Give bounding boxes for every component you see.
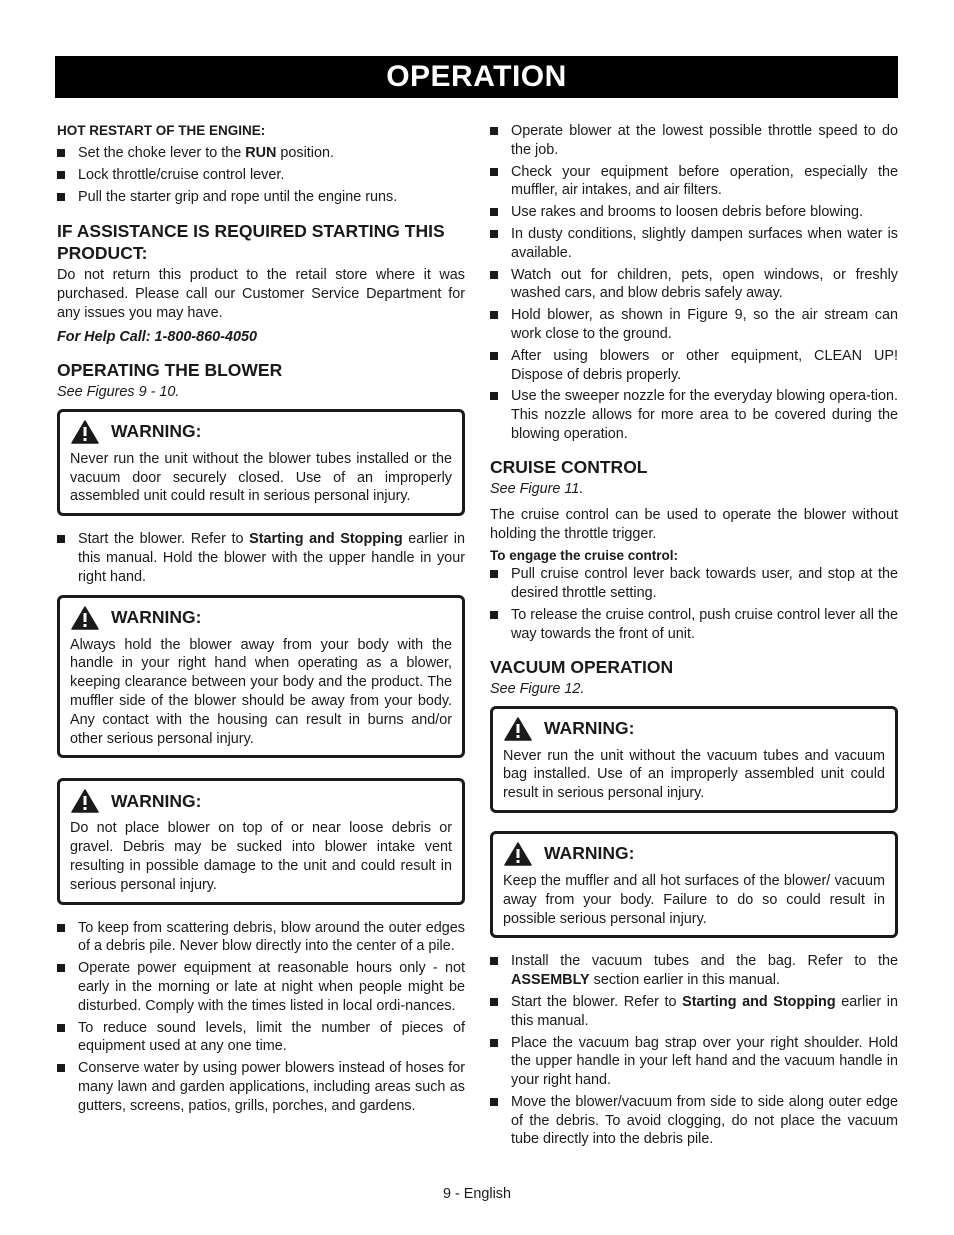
right-column (490, 122, 898, 1152)
list-item: Start the blower. Refer to Starting and Stopping earlier in this manual. Hold the blower with the upper handle in your right hand. (57, 530, 465, 586)
help-phone: For Help Call: 1-800-860-4050 (57, 328, 257, 345)
blower-tips-list (490, 122, 898, 444)
bullet-square-icon (57, 924, 65, 932)
list-item: Place the vacuum bag strap over your right shoulder. Hold the upper handle in your left hand and the vacuum handle in your right hand. (490, 1034, 898, 1090)
list-item: In dusty conditions, slightly dampen surfaces when water is available. (490, 225, 898, 263)
bullet-square-icon (57, 535, 65, 543)
warning-text: Do not place blower on top of or near loose debris or gravel. Debris may be sucked into blower intake vent resulting in possible damage to the unit and could result in serious personal injury. (70, 820, 452, 893)
bullet-square-icon (490, 570, 498, 578)
list-item: Start the blower. Refer to Starting and Stopping earlier in this manual. (490, 993, 898, 1031)
bullet-square-icon (490, 208, 498, 216)
warning-text: Never run the unit without the blower tubes installed or the vacuum door securely closed. Use of an improperly assembled unit could result in serious personal injury. (70, 450, 452, 505)
assistance-heading: IF ASSISTANCE IS REQUIRED STARTING THIS PRODUCT: (57, 221, 445, 264)
bullet-square-icon (490, 1039, 498, 1047)
bullet-square-icon (490, 311, 498, 319)
bullet-square-icon (57, 193, 65, 201)
list-item: Install the vacuum tubes and the bag. Refer to the ASSEMBLY section earlier in this manual. (490, 952, 898, 990)
bullet-square-icon (490, 998, 498, 1006)
list-item: Use the sweeper nozzle for the everyday blowing opera-tion. This nozzle allows for more area to be covered during the blowing operation. (490, 387, 898, 443)
warning-text: Never run the unit without the vacuum tubes and vacuum bag installed. Use of an improperly assembled unit could result in serious personal injury. (503, 747, 885, 802)
page-footer: 9 - English (443, 1186, 511, 1202)
warning-box (490, 831, 898, 938)
list-item: Operate blower at the lowest possible throttle speed to do the job. (490, 122, 898, 160)
bullet-square-icon (490, 168, 498, 176)
assistance-body: Do not return this product to the retail store where it was purchased. Please call our Customer Service Department for any issues you may have. (57, 267, 465, 321)
warning-title: WARNING: (111, 790, 202, 811)
list-item: Set the choke lever to the RUN position. (57, 144, 465, 163)
page-title: OPERATION (386, 60, 567, 93)
warning-triangle-icon (504, 717, 532, 741)
hot-restart-heading: HOT RESTART OF THE ENGINE: (57, 123, 266, 138)
warning-box (57, 778, 465, 904)
bullet-square-icon (490, 957, 498, 965)
warning-triangle-icon (71, 420, 99, 444)
cruise-subheading: To engage the cruise control: (490, 548, 679, 564)
bullet-square-icon (490, 352, 498, 360)
warning-triangle-icon (71, 789, 99, 813)
warning-text: Always hold the blower away from your body with the handle in your right hand when operating as a blower, keeping clearance between your body and the product. The muffler side of the blower should be away from your body. Any contact with the housing can result in burns and/or other serious personal injury. (70, 636, 452, 747)
list-item: Conserve water by using power blowers instead of hoses for many lawn and garden applications, including areas such as gutters, screens, patios, grills, porches, and gardens. (57, 1059, 465, 1115)
operating-see-figures: See Figures 9 - 10. (57, 383, 180, 400)
hot-restart-list (57, 144, 465, 206)
list-item: Check your equipment before operation, especially the muffler, air intakes, and air filters. (490, 163, 898, 201)
vacuum-see-figure: See Figure 12. (490, 680, 585, 697)
left-column (57, 122, 465, 1119)
cruise-see-figure: See Figure 11. (490, 480, 584, 497)
cruise-list (490, 565, 898, 643)
bullet-square-icon (57, 964, 65, 972)
warning-title: WARNING: (544, 718, 635, 739)
warning-title: WARNING: (111, 607, 202, 628)
bullet-square-icon (490, 127, 498, 135)
cruise-control-heading: CRUISE CONTROL (490, 456, 648, 477)
bullet-square-icon (490, 230, 498, 238)
bullet-square-icon (57, 1024, 65, 1032)
list-item: Lock throttle/cruise control lever. (57, 166, 465, 185)
start-blower-list (57, 530, 465, 586)
list-item: To release the cruise control, push cruise control lever all the way towards the front of unit. (490, 606, 898, 644)
list-item: Watch out for children, pets, open windows, or freshly washed cars, and blow debris safely away. (490, 266, 898, 304)
list-item: Pull cruise control lever back towards user, and stop at the desired throttle setting. (490, 565, 898, 603)
bullet-square-icon (57, 149, 65, 157)
warning-box (490, 706, 898, 813)
warning-box (57, 409, 465, 516)
cruise-body: The cruise control can be used to operate the blower without holding the throttle trigger. (490, 506, 898, 542)
list-item: To keep from scattering debris, blow around the outer edges of a debris pile. Never blow directly into the center of a pile. (57, 919, 465, 957)
warning-title: WARNING: (111, 421, 202, 442)
operating-tips-list (57, 919, 465, 1116)
warning-title: WARNING: (544, 843, 635, 864)
warning-triangle-icon (71, 606, 99, 630)
bullet-square-icon (57, 1064, 65, 1072)
warning-triangle-icon (504, 842, 532, 866)
list-item: Move the blower/vacuum from side to side along outer edge of the debris. To avoid clogging, do not place the vacuum tube directly into the debris pile. (490, 1093, 898, 1149)
operating-heading: OPERATING THE BLOWER (57, 359, 283, 380)
list-item: Operate power equipment at reasonable hours only - not early in the morning or late at night when people might be disturbed. Comply with the times listed in local ordi-nances. (57, 959, 465, 1015)
list-item: Pull the starter grip and rope until the engine runs. (57, 188, 465, 207)
list-item: After using blowers or other equipment, CLEAN UP! Dispose of debris properly. (490, 347, 898, 385)
bullet-square-icon (57, 171, 65, 179)
vacuum-operation-heading: VACUUM OPERATION (490, 656, 674, 677)
list-item: Use rakes and brooms to loosen debris before blowing. (490, 203, 898, 222)
bullet-square-icon (490, 611, 498, 619)
warning-box (57, 595, 465, 759)
warning-text: Keep the muffler and all hot surfaces of the blower/ vacuum away from your body. Failure to do so could result in possible serious personal injury. (503, 872, 885, 927)
list-item: Hold blower, as shown in Figure 9, so the air stream can work close to the ground. (490, 306, 898, 344)
bullet-square-icon (490, 1098, 498, 1106)
list-item: To reduce sound levels, limit the number of pieces of equipment used at any one time. (57, 1019, 465, 1057)
page-title-bar (55, 56, 898, 98)
bullet-square-icon (490, 271, 498, 279)
bullet-square-icon (490, 392, 498, 400)
vacuum-steps-list (490, 952, 898, 1149)
